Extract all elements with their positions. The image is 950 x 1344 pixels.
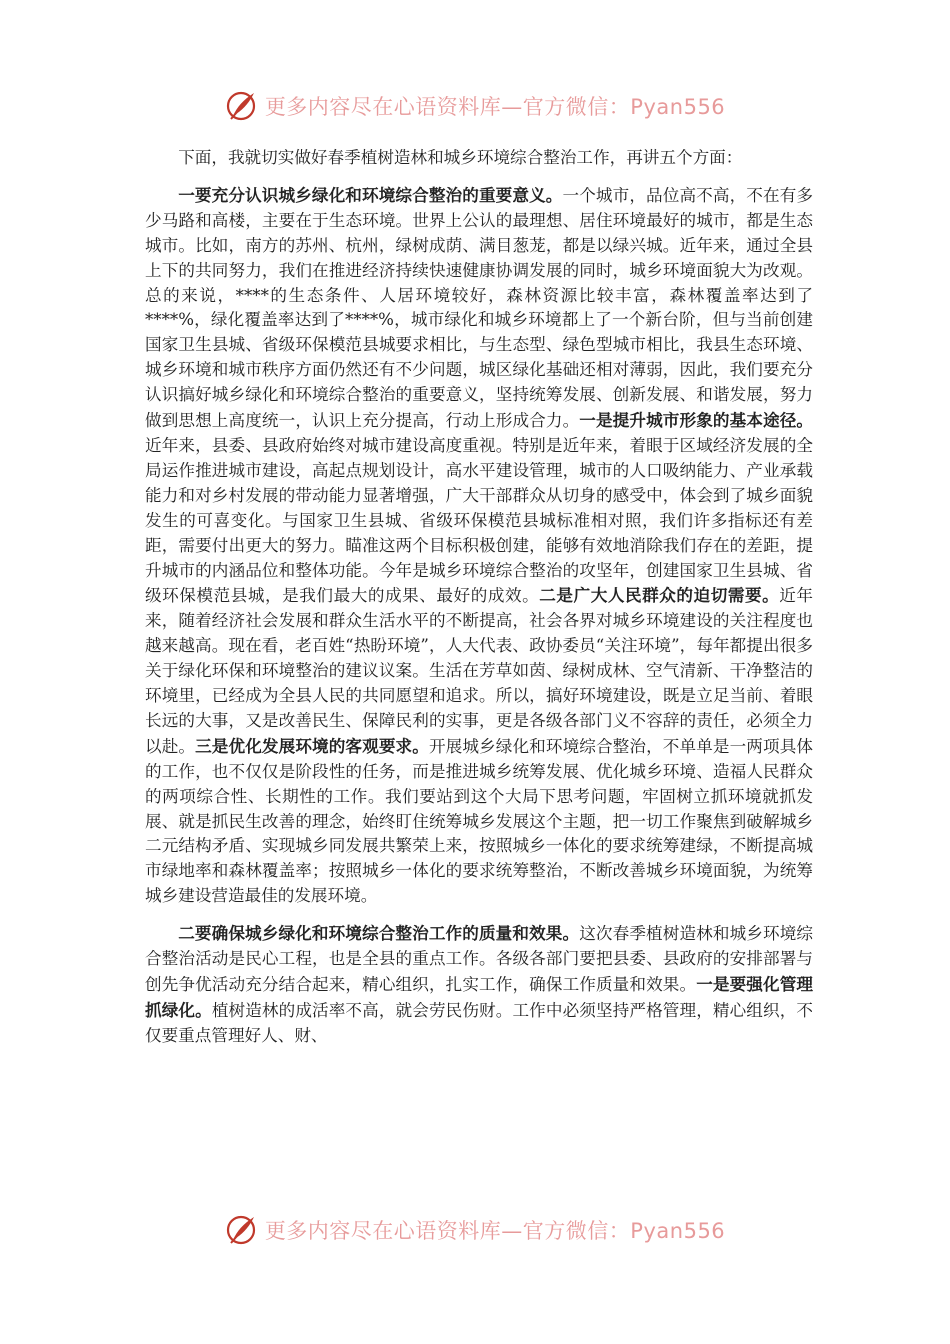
section-one-point-2: 二是广大人民群众的迫切需要。 (539, 585, 780, 606)
watermark-footer (0, 1210, 950, 1250)
section-two-point-1: 一是要强化管理抓绿化。 (145, 974, 813, 1020)
section-one-paragraph (145, 183, 813, 909)
section-one-text-4: 开展城乡绿化和环境综合整治，不单单是一两项具体的工作，也不仅仅是阶段性的任务，而是推进城乡统筹发展、优化城乡环境、造福人民群众的两项综合性、长期性的工作。我们要站到这个大局下思考问题，牢固树立抓环境就抓发展、就是抓民生改善的理念，始终盯住统筹城乡发展这个主题，把一切工作聚焦到破解城乡二元结构矛盾、实现城乡同发展共繁荣上来，按照城乡一体化的要求统筹建绿，不断提高城市绿地率和森林覆盖率；按照城乡一体化的要求统筹整治，不断改善城乡环境面貌，为统筹城乡建设营造最佳的发展环境。 (145, 736, 814, 906)
watermark-text: 更多内容尽在心语资料库—官方微信：Pyan556 (264, 1219, 726, 1243)
quill-logo-icon (225, 89, 259, 123)
section-one-text-3: 近年来，随着经济社会发展和群众生活水平的不断提高，社会各界对城乡环境建设的关注程度也越来越高。现在看，老百姓“热盼环境”，人大代表、政协委员“关注环境”，每年都提出很多关于绿化环保和环境整治的建议议案。生活在芳草如茵、绿树成林、空气清新、干净整洁的环境里，已经成为全县人民的共同愿望和追求。所以，搞好环境建设，既是立足当前、着眼长远的大事，又是改善民生、保障民利的实事，更是各级各部门义不容辞的责任，必须全力以赴。 (145, 586, 814, 756)
watermark-header (0, 86, 950, 126)
section-two-paragraph (145, 921, 813, 1049)
section-two-text-1: 这次春季植树造林和城乡环境综合整治活动是民心工程，也是全县的重点工作。各级各部门要把县委、县政府的安排部署与创先争优活动充分结合起来，精心组织，扎实工作，确保工作质量和效果。 (145, 924, 814, 994)
section-one-heading: 一要充分认识城乡绿化和环境综合整治的重要意义。 (178, 184, 563, 205)
quill-logo-icon (225, 1213, 259, 1247)
watermark-text: 更多内容尽在心语资料库—官方微信：Pyan556 (264, 95, 726, 119)
section-two-text-2: 植树造林的成活率不高，就会劳民伤财。工作中必须坚持严格管理，精心组织，不仅要重点管理好人、财、 (145, 1000, 813, 1045)
section-one-point-3: 三是优化发展环境的客观要求。 (195, 735, 429, 756)
intro-paragraph: 下面，我就切实做好春季植树造林和城乡环境综合整治工作，再讲五个方面： (178, 148, 743, 167)
section-one-point-1: 一是提升城市形象的基本途径。 (579, 410, 814, 431)
section-one-text-1: 一个城市，品位高不高，不在有多少马路和高楼，主要在于生态环境。世界上公认的最理想、居住环境最好的城市，都是生态城市。比如，南方的苏州、杭州，绿树成荫、满目葱茏，都是以绿兴城。近年来，通过全县上下的共同努力，我们在推进经济持续快速健康协调发展的同时，城乡环境面貌大为改观。总的来说，****的生态条件、人居环境较好，森林资源比较丰富，森林覆盖率达到了****%，绿化覆盖率达到了****%，城市绿化和城乡环境都上了一个新台阶，但与当前创建国家卫生县城、省级环保模范县城要求相比，与生态型、绿色型城市相比，我县生态环境、城乡环境和城市秩序方面仍然还有不少问题，城区绿化基础还相对薄弱，因此，我们要充分认识搞好城乡绿化和环境综合整治的重要意义，坚持统筹发展、创新发展、和谐发展，努力做到思想上高度统一，认识上充分提高，行动上形成合力。 (145, 185, 813, 431)
document-body (145, 146, 813, 1061)
section-one-text-2: 近年来，县委、县政府始终对城市建设高度重视。特别是近年来，着眼于区域经济发展的全局运作推进城市建设，高起点规划设计，高水平建设管理，城市的人口吸纳能力、产业承载能力和对乡村发展的带动能力显著增强，广大干部群众从切身的感受中，体会到了城乡面貌发生的可喜变化。与国家卫生县城、省级环保模范县城标准相对照，我们许多指标还有差距，需要付出更大的努力。瞄准这两个目标积极创建，能够有效地消除我们存在的差距，提升城市的内涵品位和整体功能。今年是城乡环境综合整治的攻坚年，创建国家卫生县城、省级环保模范县城，是我们最大的成果、最好的成效。 (145, 435, 813, 606)
section-two-heading: 二要确保城乡绿化和环境综合整治工作的质量和效果。 (178, 923, 580, 944)
